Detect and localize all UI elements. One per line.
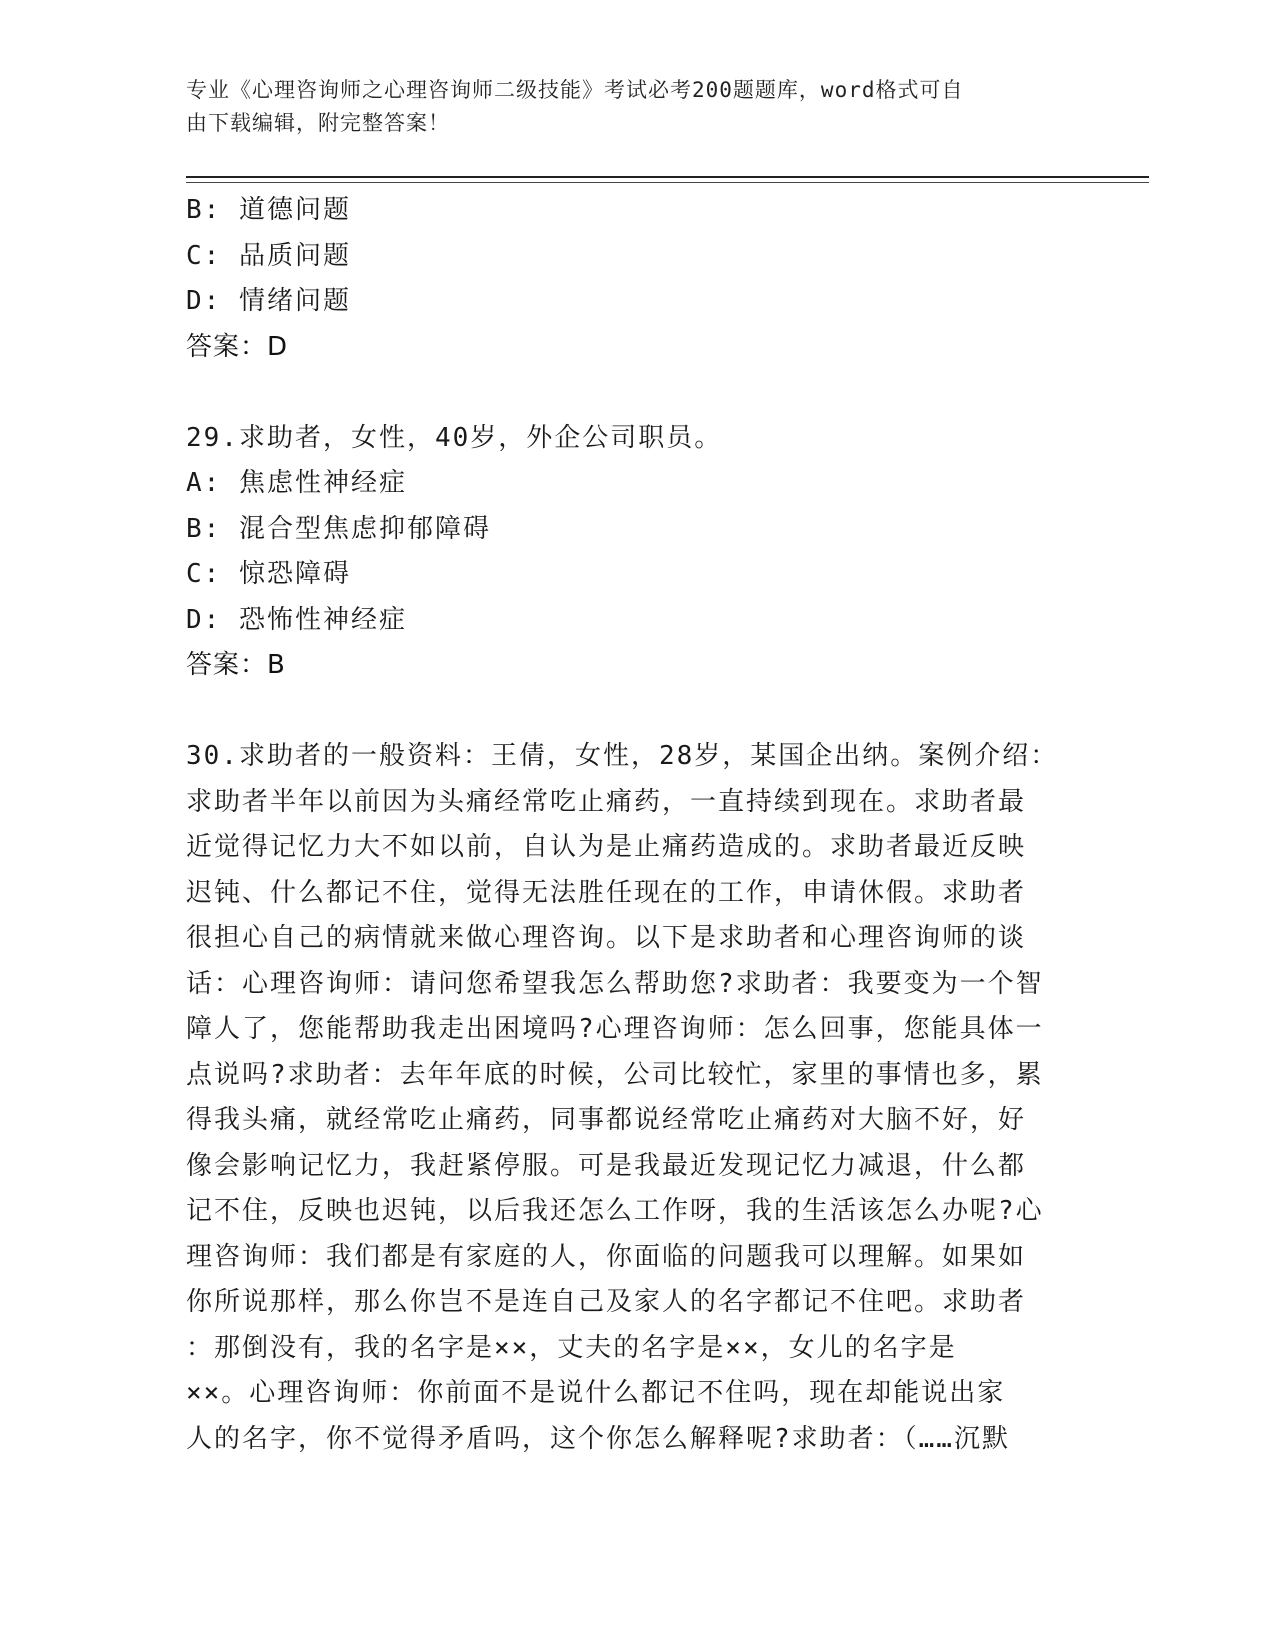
q29-option-c: C: 惊恐障碍 [186, 559, 351, 589]
question-28-block [186, 188, 1086, 370]
q30-line: 求助者半年以前因为头痛经常吃止痛药，一直持续到现在。求助者最 [186, 786, 1027, 817]
q30-line: 30.求助者的一般资料：王倩，女性，28岁，某国企出纳。案例介绍： [186, 741, 1059, 771]
q28-option-d: D: 情绪问题 [186, 286, 351, 316]
q30-line: 近觉得记忆力大不如以前，自认为是止痛药造成的。求助者最近反映 [186, 832, 1027, 862]
q30-line: 你所说那样，那么你岂不是连自己及家人的名字都记不住吧。求助者 [186, 1287, 1027, 1317]
header-line-2: 由下载编辑，附完整答案！ [186, 111, 450, 135]
q29-option-b: B: 混合型焦虑抑郁障碍 [186, 513, 491, 544]
q29-option-d: D: 恐怖性神经症 [186, 604, 407, 635]
question-29-block [186, 416, 1086, 689]
header-divider-thick [186, 176, 1149, 178]
q28-option-b: B: 道德问题 [186, 195, 351, 225]
document-header [186, 74, 1076, 140]
q30-line: 理咨询师：我们都是有家庭的人，你面临的问题我可以理解。如果如 [186, 1241, 1027, 1272]
q30-line: 记不住，反映也迟钝，以后我还怎么工作呀，我的生活该怎么办呢?心 [186, 1196, 1044, 1226]
q30-line: 得我头痛，就经常吃止痛药，同事都说经常吃止痛药对大脑不好，好 [186, 1105, 1027, 1135]
q30-line: ××。心理咨询师：你前面不是说什么都记不住吗，现在却能说出家 [186, 1378, 1006, 1408]
q30-line: 很担心自己的病情就来做心理咨询。以下是求助者和心理咨询师的谈 [186, 923, 1027, 953]
question-30-block [186, 734, 1086, 1462]
q28-option-c: C: 品质问题 [186, 240, 351, 271]
q29-option-a: A: 焦虑性神经症 [186, 468, 407, 498]
q30-line: 话：心理咨询师：请问您希望我怎么帮助您?求助者：我要变为一个智 [186, 968, 1044, 999]
spacer [186, 370, 1086, 416]
header-divider-thin [186, 182, 1149, 183]
q30-line: 障人了，您能帮助我走出困境吗?心理咨询师：怎么回事，您能具体一 [186, 1014, 1044, 1044]
spacer [186, 689, 1086, 735]
q29-answer: 答案：B [186, 650, 286, 680]
q30-line: 迟钝、什么都记不住，觉得无法胜任现在的工作，申请休假。求助者 [186, 877, 1027, 908]
q29-stem: 29.求助者，女性，40岁，外企公司职员。 [186, 422, 723, 453]
q30-line: 人的名字，你不觉得矛盾吗，这个你怎么解释呢?求助者：（……沉默 [186, 1423, 1010, 1454]
header-line-1: 专业《心理咨询师之心理咨询师二级技能》考试必考200题题库，word格式可自 [186, 78, 964, 102]
q28-answer: 答案：D [186, 331, 289, 362]
q30-line: ：那倒没有，我的名字是××，丈夫的名字是××，女儿的名字是 [186, 1332, 957, 1363]
q30-line: 点说吗?求助者：去年年底的时候，公司比较忙，家里的事情也多，累 [186, 1059, 1044, 1090]
q30-line: 像会影响记忆力，我赶紧停服。可是我最近发现记忆力减退，什么都 [186, 1150, 1027, 1181]
document-body [186, 188, 1086, 1462]
